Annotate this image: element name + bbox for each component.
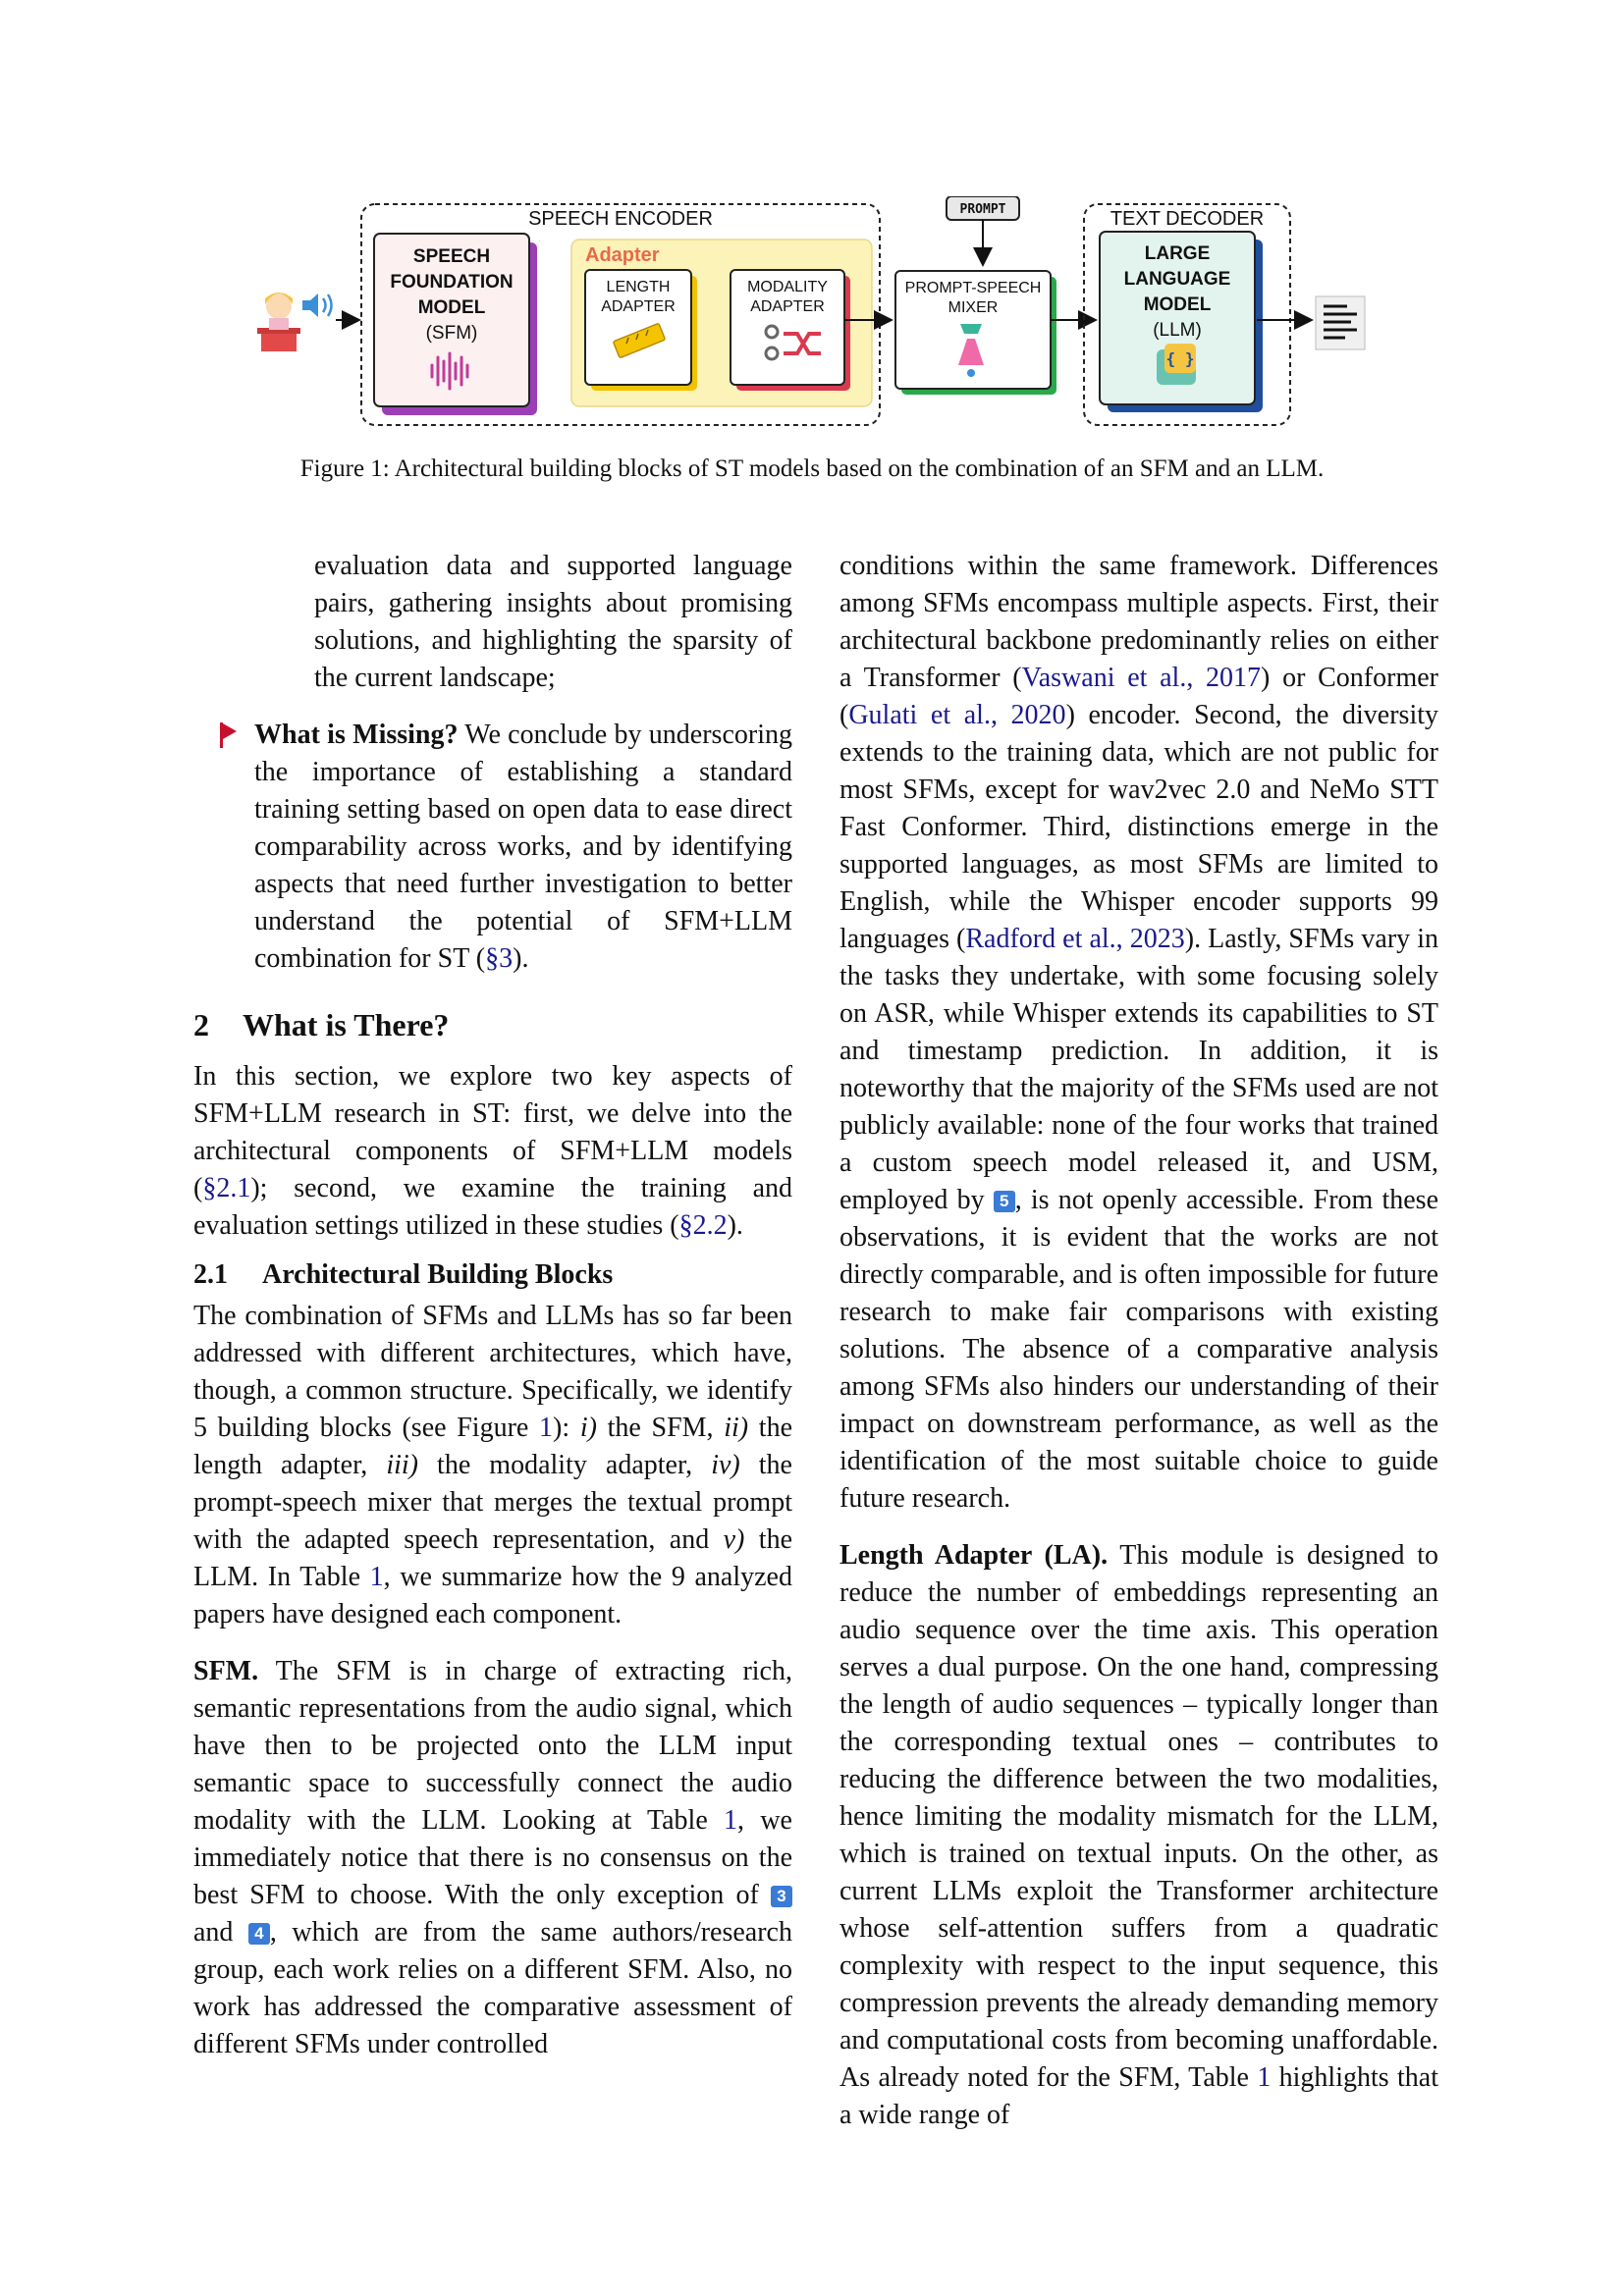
- paper-ref-badge[interactable]: 3: [771, 1886, 792, 1907]
- length-adapter-line1: LENGTH: [606, 279, 671, 295]
- table-ref-link[interactable]: 1: [1257, 2062, 1272, 2093]
- code-braces-icon: [1157, 344, 1196, 385]
- bullet-title: What is Missing?: [254, 720, 459, 750]
- citation-link[interactable]: Radford et al., 2023: [965, 924, 1185, 954]
- paragraph-text: The SFM is in charge of extracting rich, semantic representations from the audio signal, which have then to be projected onto the LLM input semantic space to successfully connect the audio modality with the LLM. Looking at Table: [193, 1656, 792, 1836]
- modality-adapter-line1: MODALITY: [747, 279, 828, 295]
- enum-marker: v): [723, 1524, 745, 1555]
- paragraph-text: the prompt-speech mixer that merges the textual prompt with the adapted speech representation, and: [193, 1450, 792, 1555]
- prompt-speech-mixer-block: [895, 271, 1056, 395]
- section-ref-link[interactable]: §3: [485, 943, 514, 974]
- bullet-text: We conclude by underscoring the importance of establishing a standard training setting based on open data to ease direct comparability across works, and by identifying aspects that need further investigation to better understand the potential of SFM+LLM combination for ST (: [254, 720, 792, 974]
- enum-marker: iv): [711, 1450, 740, 1480]
- sfm-title-line2: FOUNDATION: [390, 272, 514, 293]
- length-adapter-paragraph: [839, 1537, 1438, 2134]
- citation-link[interactable]: Vaswani et al., 2017: [1021, 663, 1262, 693]
- enum-marker: ii): [724, 1413, 749, 1443]
- sfm-title-line1: SPEECH: [412, 246, 491, 267]
- subsection-title: Architectural Building Blocks: [262, 1259, 614, 1290]
- paragraph-text: In this section, we explore two key aspects of SFM+LLM research in ST: first, we delve into the architectural components of SFM+LLM models (: [193, 1061, 792, 1203]
- mixer-line1: PROMPT-SPEECH: [904, 280, 1042, 296]
- right-column: [839, 548, 1438, 2134]
- table-ref-link[interactable]: 1: [724, 1805, 738, 1836]
- modality-adapter-line2: ADAPTER: [750, 298, 825, 315]
- mixer-line2: MIXER: [947, 299, 999, 316]
- paragraph-text: , we summarize how the 9 analyzed papers have designed each component.: [193, 1562, 792, 1629]
- subsection-ref-link[interactable]: §2.1: [202, 1173, 251, 1203]
- llm-title-line2: LANGUAGE: [1123, 269, 1231, 290]
- subsection-heading: [193, 1256, 792, 1294]
- llm-title-line1: LARGE: [1144, 243, 1211, 264]
- paragraph-text: highlights that a wide range of: [839, 2062, 1439, 2130]
- paragraph-text: and: [193, 1917, 248, 1948]
- paragraph-text: , is not openly accessible. From these observations, it is evident that the works are not directly comparable, and is often impossible for future research to make fair comparisons with existing solutions. The absence of a comparative analysis among SFMs also hinders our understanding of their impact on downstream performance, as well as the identification of the most suitable choice to guide future research.: [839, 1185, 1438, 1514]
- bullet-continuation: evaluation data and supported language pairs, gathering insights about promising solutions, and highlighting the sparsity of the current landscape;: [314, 551, 792, 693]
- section-title: What is There?: [243, 1007, 450, 1042]
- paper-ref-badge[interactable]: 5: [994, 1191, 1015, 1212]
- enum-marker: i): [579, 1413, 597, 1443]
- paragraph-title: SFM.: [193, 1656, 259, 1686]
- paragraph-text: , which are from the same authors/research group, each work relies on a different SFM. Also, no work has addressed the comparative assessment of different SFMs under controlled: [193, 1917, 792, 2059]
- modality-adapter-block: [731, 270, 850, 391]
- paragraph-text: ) or Conformer (: [839, 663, 1438, 730]
- sfm-title-line3: MODEL: [417, 297, 486, 318]
- length-adapter-line2: ADAPTER: [601, 298, 676, 315]
- subsection-ref-link[interactable]: §2.2: [678, 1210, 728, 1241]
- section-heading: [193, 1005, 792, 1044]
- paragraph-text: ) encoder. Second, the diversity extends to the training data, which are not public for most SFMs, except for wav2vec 2.0 and NeMo STT Fast Conformer. Third, distinctions emerge in the supported languages, as most SFMs are limited to English, while the Whisper encoder supports 99 languages (: [839, 700, 1438, 954]
- llm-abbreviation: (LLM): [1153, 320, 1202, 341]
- paper-ref-badge[interactable]: 4: [248, 1923, 270, 1945]
- prompt-tag-label: PROMPT: [959, 202, 1006, 217]
- building-blocks-paragraph: [193, 1298, 792, 1633]
- paragraph-text: the SFM,: [596, 1413, 725, 1443]
- paragraph-text: ). Lastly, SFMs vary in the tasks they undertake, with some focusing solely on ASR, while Whisper extends its capabilities to ST and timestamp prediction. In addition, it is noteworthy that the majority of the SFMs used are not publicly available: none of the four works that trained a custom speech model released it, and USM, employed by: [839, 924, 1438, 1215]
- enum-marker: iii): [386, 1450, 419, 1480]
- paragraph-text: conditions within the same framework. Differences among SFMs encompass multiple aspects. First, their architectural backbone predominantly relies on either a Transformer (: [839, 551, 1438, 693]
- bullet-text-end: ).: [513, 943, 529, 974]
- sfm-paragraph: [193, 1653, 792, 2063]
- figure-caption: Figure 1: Architectural building blocks of ST models based on the combination of an SFM and an LLM.: [299, 455, 1325, 482]
- section-intro-paragraph: [193, 1058, 792, 1245]
- paragraph-text: The combination of SFMs and LLMs has so far been addressed with different architectures, which have, though, a common structure. Specifically, we identify 5 building blocks (see Figure: [193, 1301, 792, 1443]
- table-ref-link[interactable]: 1: [369, 1562, 384, 1592]
- llm-block: [1100, 232, 1263, 412]
- llm-title-line3: MODEL: [1143, 294, 1212, 315]
- sfm-comparison-paragraph: [839, 548, 1438, 1518]
- subsection-number: 2.1: [193, 1259, 228, 1290]
- section-number: 2: [193, 1007, 209, 1042]
- bullet-what-is-missing: [193, 717, 792, 978]
- figure-ref-link[interactable]: 1: [539, 1413, 554, 1443]
- sfm-abbreviation: (SFM): [425, 323, 478, 344]
- code-braces-glyph: { }: [1165, 349, 1195, 368]
- architecture-figure: [236, 196, 1394, 437]
- speaker-person-icon: [257, 293, 300, 351]
- length-adapter-block: [585, 270, 697, 391]
- prompt-tag: [947, 196, 1019, 220]
- adapter-label: Adapter: [585, 244, 660, 266]
- paragraph-text: This module is designed to reduce the number of embeddings representing an audio sequence over the time axis. This operation serves a dual purpose. On the one hand, compressing the length of audio sequences – typically longer than the corresponding textual ones – contributes to reducing the difference between the two modalities, hence limiting the modality mismatch for the LLM, which is trained on textual inputs. On the other, as current LLMs exploit the Transformer architecture whose self-attention suffers from a quadratic complexity with respect to the input sequence, this compression prevents the already demanding memory and computational costs from becoming unaffordable. As already noted for the SFM, Table: [839, 1540, 1438, 2093]
- paragraph-text: ).: [727, 1210, 743, 1241]
- paragraph-text: ); second, we examine the training and evaluation settings utilized in these studies (: [193, 1173, 792, 1241]
- text-decoder-label: TEXT DECODER: [1110, 208, 1265, 230]
- sound-waves-icon: [302, 294, 332, 317]
- paragraph-text: , we immediately notice that there is no consensus on the best SFM to choose. With the only exception of: [193, 1805, 792, 1910]
- paragraph-text: ):: [553, 1413, 580, 1443]
- citation-link[interactable]: Gulati et al., 2020: [848, 700, 1066, 730]
- sfm-block: [374, 234, 537, 415]
- paragraph-text: the length adapter,: [193, 1413, 793, 1480]
- left-column: [193, 548, 792, 2063]
- paragraph-title: Length Adapter (LA).: [839, 1540, 1109, 1571]
- paragraph-text: the LLM. In Table: [193, 1524, 792, 1592]
- paragraph-text: the modality adapter,: [418, 1450, 712, 1480]
- output-document-icon: [1316, 296, 1365, 349]
- red-flag-icon: [220, 722, 238, 748]
- speech-encoder-label: SPEECH ENCODER: [528, 208, 713, 230]
- waveform-icon: [432, 353, 467, 389]
